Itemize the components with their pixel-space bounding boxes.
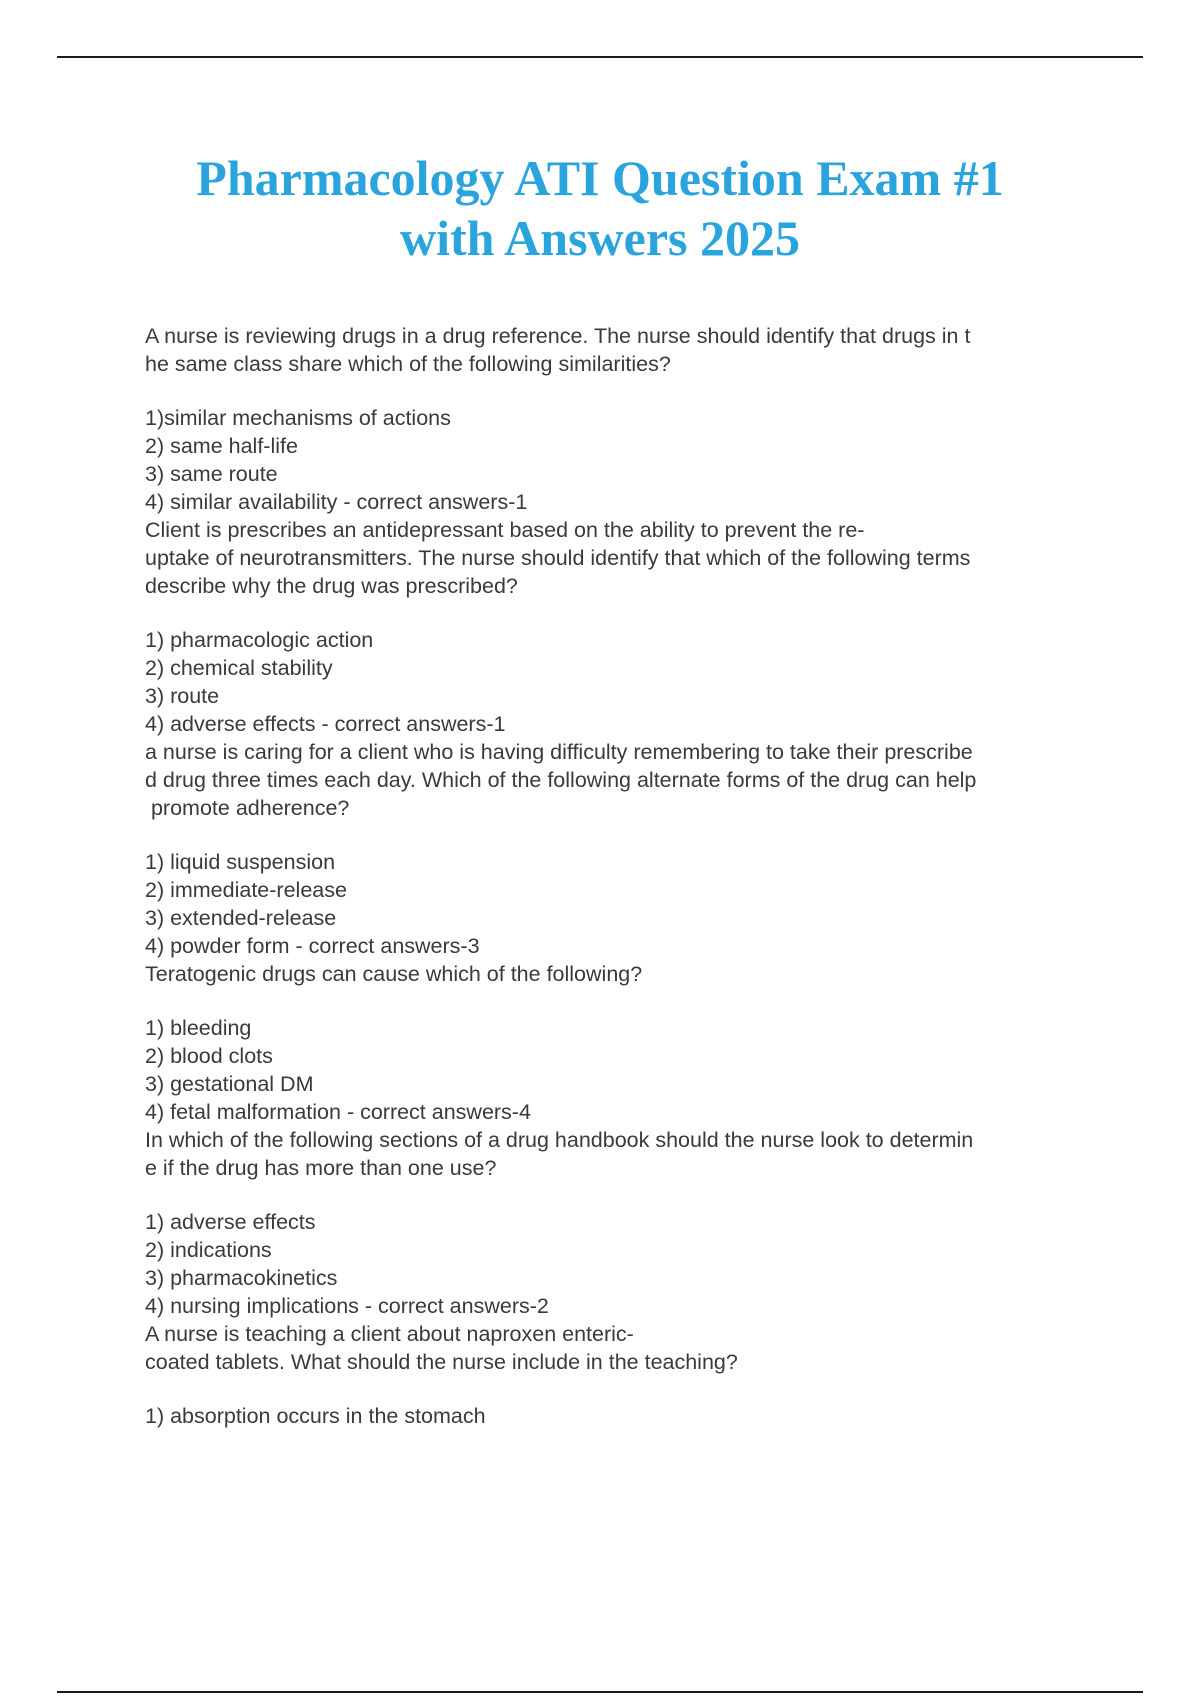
answer-option: 3) extended-release bbox=[145, 906, 337, 930]
answer-option: 1) liquid suspension bbox=[145, 850, 336, 874]
spacer bbox=[145, 1182, 1095, 1208]
question-list bbox=[145, 322, 1095, 1430]
answer-option: 4) nursing implications - correct answers-2 bbox=[145, 1294, 549, 1318]
top-rule bbox=[57, 56, 1143, 58]
answer-option: 1) absorption occurs in the stomach bbox=[145, 1404, 486, 1428]
question-stem-line: Teratogenic drugs can cause which of the following? bbox=[145, 962, 643, 986]
answer-option: 2) indications bbox=[145, 1238, 272, 1262]
question-stem-line: he same class share which of the following similarities? bbox=[145, 352, 671, 376]
question-stem-line: promote adherence? bbox=[145, 796, 350, 820]
question-block bbox=[145, 1320, 1095, 1430]
title-line-2: with Answers 2025 bbox=[399, 210, 801, 266]
question-stem-line: coated tablets. What should the nurse include in the teaching? bbox=[145, 1350, 738, 1374]
spacer bbox=[145, 1376, 1095, 1402]
question-stem-line: uptake of neurotransmitters. The nurse should identify that which of the following terms bbox=[145, 546, 971, 570]
document-title bbox=[0, 148, 1200, 268]
spacer bbox=[145, 988, 1095, 1014]
answer-option: 2) chemical stability bbox=[145, 656, 333, 680]
answer-option: 3) route bbox=[145, 684, 220, 708]
spacer bbox=[145, 822, 1095, 848]
answer-option: 3) pharmacokinetics bbox=[145, 1266, 338, 1290]
answer-option: 4) adverse effects - correct answers-1 bbox=[145, 712, 506, 736]
spacer bbox=[145, 378, 1095, 404]
title-line-1: Pharmacology ATI Question Exam #1 bbox=[196, 150, 1004, 206]
spacer bbox=[145, 600, 1095, 626]
question-stem-line: d drug three times each day. Which of the following alternate forms of the drug can help bbox=[145, 768, 977, 792]
answer-option: 1) bleeding bbox=[145, 1016, 252, 1040]
question-stem-line: In which of the following sections of a drug handbook should the nurse look to determin bbox=[145, 1128, 974, 1152]
question-block bbox=[145, 322, 1095, 516]
answer-option: 2) immediate-release bbox=[145, 878, 347, 902]
answer-option: 3) gestational DM bbox=[145, 1072, 314, 1096]
question-block bbox=[145, 516, 1095, 738]
answer-option: 4) fetal malformation - correct answers-4 bbox=[145, 1100, 531, 1124]
question-block bbox=[145, 738, 1095, 960]
answer-option: 1) pharmacologic action bbox=[145, 628, 374, 652]
answer-option: 3) same route bbox=[145, 462, 278, 486]
answer-option: 2) same half-life bbox=[145, 434, 298, 458]
question-block bbox=[145, 1126, 1095, 1320]
question-stem-line: a nurse is caring for a client who is having difficulty remembering to take their prescribe bbox=[145, 740, 973, 764]
question-stem-line: A nurse is teaching a client about naproxen enteric- bbox=[145, 1322, 634, 1346]
answer-option: 2) blood clots bbox=[145, 1044, 273, 1068]
answer-option: 1) adverse effects bbox=[145, 1210, 316, 1234]
question-stem-line: e if the drug has more than one use? bbox=[145, 1156, 497, 1180]
answer-option: 4) similar availability - correct answers-1 bbox=[145, 490, 528, 514]
answer-option: 1)similar mechanisms of actions bbox=[145, 406, 451, 430]
question-stem-line: Client is prescribes an antidepressant based on the ability to prevent the re- bbox=[145, 518, 865, 542]
bottom-rule bbox=[57, 1691, 1143, 1693]
question-stem-line: A nurse is reviewing drugs in a drug reference. The nurse should identify that drugs in t bbox=[145, 324, 971, 348]
question-block bbox=[145, 960, 1095, 1126]
answer-option: 4) powder form - correct answers-3 bbox=[145, 934, 480, 958]
question-stem-line: describe why the drug was prescribed? bbox=[145, 574, 518, 598]
